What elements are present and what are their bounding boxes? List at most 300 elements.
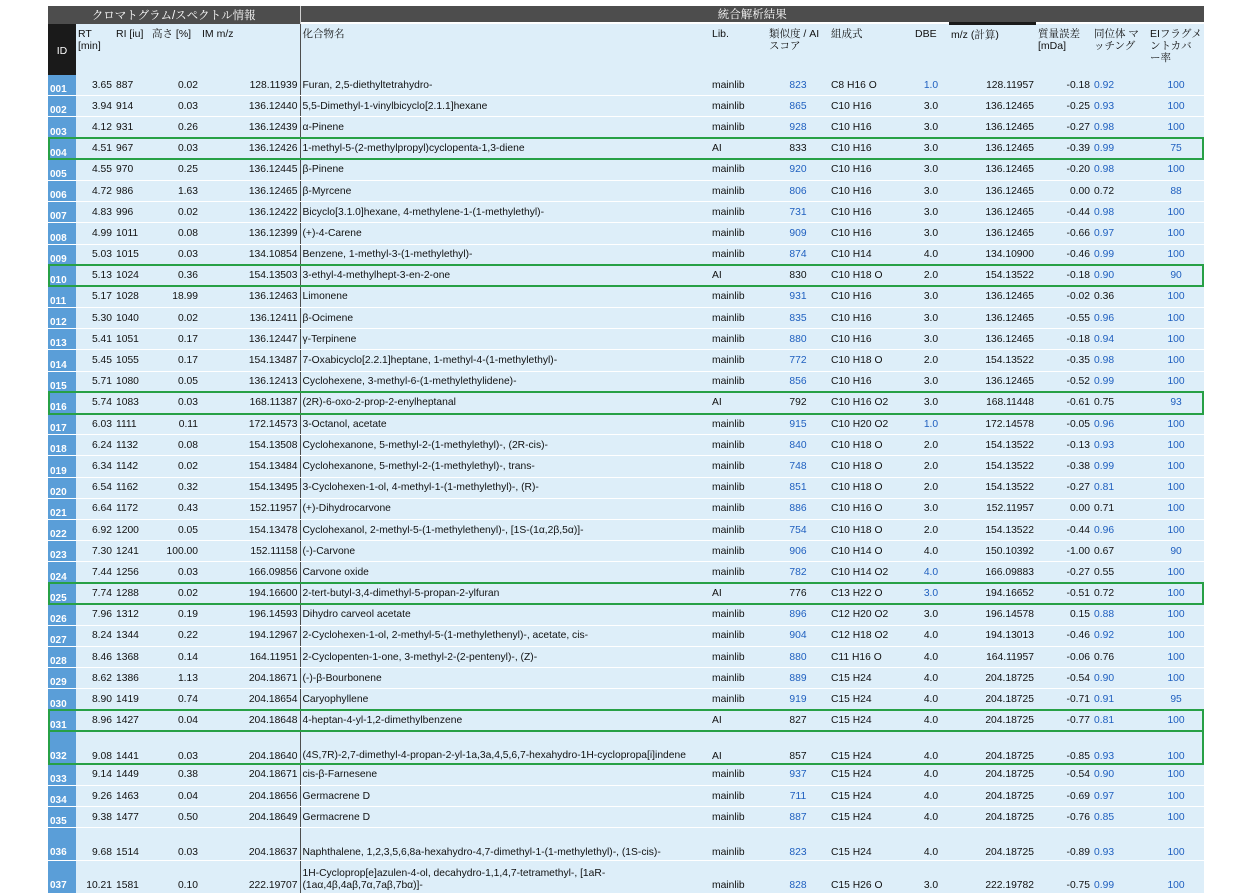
cell-ri: 887 [114, 75, 150, 96]
cell-isotope: 0.75 [1092, 392, 1148, 413]
table-row[interactable] [48, 710, 1204, 731]
cell-dbe: 3.0 [913, 392, 949, 413]
cell-coverage: 100 [1148, 731, 1204, 764]
cell-coverage: 100 [1148, 764, 1204, 785]
cell-dbe: 3.0 [913, 138, 949, 159]
table-row[interactable] [48, 223, 1204, 244]
cell-lib: AI [710, 583, 767, 604]
cell-dbe: 3.0 [913, 202, 949, 223]
cell-id: 007 [48, 202, 76, 223]
cell-im: 204.18654 [200, 689, 300, 710]
cell-mass-error: -0.13 [1036, 435, 1092, 456]
cell-height: 0.02 [150, 456, 200, 477]
cell-formula: C10 H18 O [829, 477, 913, 498]
cell-id: 002 [48, 96, 76, 117]
cell-calc-mz: 136.12465 [949, 202, 1036, 223]
cell-height: 0.05 [150, 371, 200, 392]
cell-lib: mainlib [710, 456, 767, 477]
results-body [48, 75, 1204, 894]
cell-rt: 3.65 [76, 75, 114, 96]
table-row[interactable] [48, 435, 1204, 456]
cell-calc-mz: 166.09883 [949, 562, 1036, 583]
cell-compound: Naphthalene, 1,2,3,5,6,8a-hexahydro-4,7-dimethyl-1-(1-methylethyl)-, (1S-cis)- [300, 828, 710, 861]
cell-im: 136.12426 [200, 138, 300, 159]
cell-height: 0.36 [150, 265, 200, 286]
cell-isotope: 0.71 [1092, 498, 1148, 519]
cell-im: 152.11957 [200, 498, 300, 519]
cell-lib: mainlib [710, 202, 767, 223]
cell-rt: 6.64 [76, 498, 114, 519]
cell-calc-mz: 154.13522 [949, 477, 1036, 498]
cell-mass-error: -0.44 [1036, 202, 1092, 223]
cell-isotope: 0.90 [1092, 668, 1148, 689]
cell-calc-mz: 136.12465 [949, 180, 1036, 201]
cell-dbe: 1.0 [913, 75, 949, 96]
cell-mass-error: -0.85 [1036, 731, 1092, 764]
cell-height: 0.26 [150, 117, 200, 138]
cell-lib: AI [710, 731, 767, 764]
cell-calc-mz: 154.13522 [949, 350, 1036, 371]
cell-rt: 8.62 [76, 668, 114, 689]
cell-lib: mainlib [710, 498, 767, 519]
cell-isotope: 0.93 [1092, 435, 1148, 456]
cell-coverage: 100 [1148, 647, 1204, 668]
cell-dbe: 3.0 [913, 861, 949, 894]
cell-lib: mainlib [710, 371, 767, 392]
cell-compound: 3-Cyclohexen-1-ol, 4-methyl-1-(1-methylethyl)-, (R)- [300, 477, 710, 498]
cell-dbe: 4.0 [913, 244, 949, 265]
cell-id: 025 [48, 583, 76, 604]
cell-isotope: 0.88 [1092, 604, 1148, 625]
cell-rt: 4.72 [76, 180, 114, 201]
col-header-formula[interactable]: 組成式 [829, 24, 913, 76]
cell-coverage: 100 [1148, 159, 1204, 180]
table-row[interactable] [48, 308, 1204, 329]
table-row[interactable] [48, 625, 1204, 646]
col-header-coverage[interactable]: EIフラグメントカバー率 [1148, 24, 1204, 76]
cell-isotope: 0.55 [1092, 562, 1148, 583]
table-row[interactable] [48, 604, 1204, 625]
cell-isotope: 0.93 [1092, 828, 1148, 861]
cell-mass-error: -0.66 [1036, 223, 1092, 244]
cell-ri: 1386 [114, 668, 150, 689]
table-row[interactable] [48, 807, 1204, 828]
cell-mass-error: -1.00 [1036, 541, 1092, 562]
cell-height: 0.32 [150, 477, 200, 498]
col-header-ri[interactable]: RI [iu] [114, 24, 150, 76]
cell-coverage: 95 [1148, 689, 1204, 710]
cell-height: 18.99 [150, 286, 200, 307]
group-header-row [48, 6, 1204, 24]
cell-compound: 4-heptan-4-yl-1,2-dimethylbenzene [300, 710, 710, 731]
cell-compound: Dihydro carveol acetate [300, 604, 710, 625]
cell-isotope: 0.81 [1092, 477, 1148, 498]
cell-formula: C10 H16 [829, 159, 913, 180]
table-row[interactable] [48, 828, 1204, 861]
table-row[interactable] [48, 689, 1204, 710]
cell-mass-error: -0.75 [1036, 861, 1092, 894]
cell-mass-error: -0.27 [1036, 562, 1092, 583]
cell-dbe: 2.0 [913, 519, 949, 540]
cell-lib: AI [710, 138, 767, 159]
table-row[interactable] [48, 731, 1204, 764]
column-header-row [48, 24, 1204, 76]
cell-coverage: 100 [1148, 456, 1204, 477]
cell-lib: mainlib [710, 477, 767, 498]
cell-im: 204.18656 [200, 786, 300, 807]
cell-rt: 9.26 [76, 786, 114, 807]
cell-formula: C10 H14 O [829, 541, 913, 562]
table-row[interactable] [48, 764, 1204, 785]
cell-formula: C15 H24 [829, 668, 913, 689]
cell-dbe: 2.0 [913, 350, 949, 371]
cell-lib: AI [710, 710, 767, 731]
cell-compound: 2-tert-butyl-3,4-dimethyl-5-propan-2-ylfuran [300, 583, 710, 604]
cell-rt: 8.96 [76, 710, 114, 731]
cell-ri: 1241 [114, 541, 150, 562]
cell-compound: β-Myrcene [300, 180, 710, 201]
cell-height: 0.02 [150, 583, 200, 604]
cell-coverage: 100 [1148, 477, 1204, 498]
cell-similarity: 906 [767, 541, 829, 562]
cell-id: 008 [48, 223, 76, 244]
col-header-calc-mz[interactable]: m/z (計算) [949, 24, 1036, 76]
cell-compound: β-Ocimene [300, 308, 710, 329]
cell-calc-mz: 152.11957 [949, 498, 1036, 519]
cell-ri: 1083 [114, 392, 150, 413]
cell-formula: C10 H16 O [829, 498, 913, 519]
cell-id: 036 [48, 828, 76, 861]
table-row[interactable] [48, 329, 1204, 350]
cell-id: 005 [48, 159, 76, 180]
cell-similarity: 748 [767, 456, 829, 477]
table-row[interactable] [48, 647, 1204, 668]
cell-compound: 3-ethyl-4-methylhept-3-en-2-one [300, 265, 710, 286]
cell-dbe: 4.0 [913, 541, 949, 562]
cell-lib: mainlib [710, 828, 767, 861]
cell-dbe: 2.0 [913, 435, 949, 456]
cell-ri: 1477 [114, 807, 150, 828]
cell-im: 204.18649 [200, 807, 300, 828]
cell-rt: 3.94 [76, 96, 114, 117]
table-row[interactable] [48, 414, 1204, 435]
cell-im: 128.11939 [200, 75, 300, 96]
cell-im: 154.13495 [200, 477, 300, 498]
cell-coverage: 100 [1148, 308, 1204, 329]
cell-ri: 1449 [114, 764, 150, 785]
cell-dbe: 3.0 [913, 371, 949, 392]
cell-similarity: 889 [767, 668, 829, 689]
cell-similarity: 896 [767, 604, 829, 625]
cell-dbe: 3.0 [913, 117, 949, 138]
cell-similarity: 776 [767, 583, 829, 604]
cell-compound: Furan, 2,5-diethyltetrahydro- [300, 75, 710, 96]
table-row[interactable] [48, 96, 1204, 117]
cell-mass-error: -0.61 [1036, 392, 1092, 413]
cell-id: 020 [48, 477, 76, 498]
cell-lib: mainlib [710, 541, 767, 562]
cell-mass-error: -0.27 [1036, 117, 1092, 138]
table-row[interactable] [48, 668, 1204, 689]
cell-isotope: 0.99 [1092, 456, 1148, 477]
table-row[interactable] [48, 786, 1204, 807]
table-row[interactable] [48, 286, 1204, 307]
cell-mass-error: -0.54 [1036, 668, 1092, 689]
cell-dbe: 3.0 [913, 286, 949, 307]
cell-isotope: 0.97 [1092, 786, 1148, 807]
cell-coverage: 100 [1148, 668, 1204, 689]
cell-formula: C8 H16 O [829, 75, 913, 96]
cell-ri: 1312 [114, 604, 150, 625]
cell-dbe: 4.0 [913, 689, 949, 710]
cell-calc-mz: 134.10900 [949, 244, 1036, 265]
cell-similarity: 792 [767, 392, 829, 413]
cell-id: 011 [48, 286, 76, 307]
table-row[interactable] [48, 244, 1204, 265]
table-row[interactable] [48, 265, 1204, 286]
col-header-height[interactable]: 高さ [%] [150, 24, 200, 76]
table-row[interactable] [48, 583, 1204, 604]
table-row[interactable] [48, 519, 1204, 540]
cell-isotope: 0.85 [1092, 807, 1148, 828]
cell-ri: 1132 [114, 435, 150, 456]
cell-compound: Caryophyllene [300, 689, 710, 710]
cell-dbe: 4.0 [913, 731, 949, 764]
cell-ri: 1344 [114, 625, 150, 646]
cell-isotope: 0.81 [1092, 710, 1148, 731]
cell-similarity: 772 [767, 350, 829, 371]
cell-height: 0.03 [150, 244, 200, 265]
cell-mass-error: 0.15 [1036, 604, 1092, 625]
cell-id: 019 [48, 456, 76, 477]
cell-isotope: 0.93 [1092, 96, 1148, 117]
cell-rt: 5.03 [76, 244, 114, 265]
cell-similarity: 928 [767, 117, 829, 138]
results-table [48, 6, 1204, 894]
cell-rt: 6.54 [76, 477, 114, 498]
cell-coverage: 100 [1148, 519, 1204, 540]
cell-formula: C10 H16 [829, 308, 913, 329]
cell-lib: mainlib [710, 286, 767, 307]
cell-rt: 8.90 [76, 689, 114, 710]
cell-dbe: 4.0 [913, 647, 949, 668]
cell-dbe: 3.0 [913, 180, 949, 201]
cell-height: 0.10 [150, 861, 200, 894]
cell-mass-error: -0.20 [1036, 159, 1092, 180]
table-row[interactable] [48, 861, 1204, 894]
cell-mass-error: -0.18 [1036, 265, 1092, 286]
cell-isotope: 0.92 [1092, 75, 1148, 96]
cell-calc-mz: 136.12465 [949, 329, 1036, 350]
cell-ri: 1015 [114, 244, 150, 265]
cell-im: 164.11951 [200, 647, 300, 668]
cell-dbe: 4.0 [913, 764, 949, 785]
cell-formula: C15 H26 O [829, 861, 913, 894]
col-header-id[interactable]: ID [48, 24, 76, 76]
table-row[interactable] [48, 541, 1204, 562]
cell-dbe: 4.0 [913, 668, 949, 689]
col-header-isotope[interactable]: 同位体 マッチング [1092, 24, 1148, 76]
cell-similarity: 754 [767, 519, 829, 540]
table-row[interactable] [48, 371, 1204, 392]
table-row[interactable] [48, 138, 1204, 159]
cell-similarity: 731 [767, 202, 829, 223]
cell-rt: 7.44 [76, 562, 114, 583]
cell-im: 136.12445 [200, 159, 300, 180]
table-row[interactable] [48, 392, 1204, 413]
table-row[interactable] [48, 498, 1204, 519]
cell-ri: 1463 [114, 786, 150, 807]
results-table-container [48, 6, 1204, 894]
cell-formula: C15 H24 [829, 764, 913, 785]
cell-calc-mz: 204.18725 [949, 764, 1036, 785]
cell-dbe: 1.0 [913, 414, 949, 435]
cell-coverage: 100 [1148, 583, 1204, 604]
cell-compound: Benzene, 1-methyl-3-(1-methylethyl)- [300, 244, 710, 265]
table-row[interactable] [48, 562, 1204, 583]
cell-calc-mz: 204.18725 [949, 668, 1036, 689]
cell-height: 0.11 [150, 414, 200, 435]
cell-id: 009 [48, 244, 76, 265]
cell-rt: 5.45 [76, 350, 114, 371]
cell-compound: Germacrene D [300, 807, 710, 828]
cell-formula: C10 H16 [829, 117, 913, 138]
cell-formula: C10 H16 O2 [829, 392, 913, 413]
table-row[interactable] [48, 456, 1204, 477]
cell-calc-mz: 136.12465 [949, 223, 1036, 244]
table-row[interactable] [48, 75, 1204, 96]
cell-dbe: 3.0 [913, 96, 949, 117]
cell-dbe: 3.0 [913, 223, 949, 244]
cell-lib: mainlib [710, 180, 767, 201]
cell-isotope: 0.96 [1092, 414, 1148, 435]
cell-calc-mz: 204.18725 [949, 807, 1036, 828]
cell-compound: (+)-4-Carene [300, 223, 710, 244]
cell-height: 0.05 [150, 519, 200, 540]
cell-mass-error: -0.05 [1036, 414, 1092, 435]
cell-ri: 1256 [114, 562, 150, 583]
cell-similarity: 828 [767, 861, 829, 894]
cell-ri: 1051 [114, 329, 150, 350]
cell-id: 022 [48, 519, 76, 540]
cell-coverage: 100 [1148, 75, 1204, 96]
cell-compound: 3-Octanol, acetate [300, 414, 710, 435]
cell-similarity: 835 [767, 308, 829, 329]
cell-isotope: 0.98 [1092, 117, 1148, 138]
cell-height: 0.22 [150, 625, 200, 646]
cell-compound: 7-Oxabicyclo[2.2.1]heptane, 1-methyl-4-(1-methylethyl)- [300, 350, 710, 371]
cell-compound: 5,5-Dimethyl-1-vinylbicyclo[2.1.1]hexane [300, 96, 710, 117]
cell-ri: 1111 [114, 414, 150, 435]
cell-formula: C10 H20 O2 [829, 414, 913, 435]
col-header-dbe[interactable]: DBE [913, 24, 949, 76]
cell-lib: AI [710, 392, 767, 413]
cell-id: 023 [48, 541, 76, 562]
table-row[interactable] [48, 350, 1204, 371]
table-row[interactable] [48, 159, 1204, 180]
table-row[interactable] [48, 202, 1204, 223]
cell-lib: mainlib [710, 519, 767, 540]
cell-similarity: 887 [767, 807, 829, 828]
cell-calc-mz: 204.18725 [949, 731, 1036, 764]
cell-calc-mz: 154.13522 [949, 519, 1036, 540]
cell-similarity: 874 [767, 244, 829, 265]
cell-isotope: 0.36 [1092, 286, 1148, 307]
cell-dbe: 4.0 [913, 786, 949, 807]
cell-ri: 1172 [114, 498, 150, 519]
cell-calc-mz: 136.12465 [949, 96, 1036, 117]
cell-compound: cis-β-Farnesene [300, 764, 710, 785]
cell-im: 154.13478 [200, 519, 300, 540]
table-row[interactable] [48, 180, 1204, 201]
cell-formula: C10 H18 O [829, 265, 913, 286]
col-header-similarity[interactable]: 類似度 / AIスコア [767, 24, 829, 76]
cell-similarity: 830 [767, 265, 829, 286]
cell-im: 194.16600 [200, 583, 300, 604]
cell-im: 136.12411 [200, 308, 300, 329]
cell-ri: 1011 [114, 223, 150, 244]
cell-calc-mz: 204.18725 [949, 786, 1036, 807]
cell-isotope: 0.90 [1092, 265, 1148, 286]
cell-mass-error: -0.89 [1036, 828, 1092, 861]
col-header-compound[interactable]: 化合物名 [300, 24, 710, 76]
cell-id: 032 [48, 731, 76, 764]
cell-im: 172.14573 [200, 414, 300, 435]
cell-mass-error: -0.18 [1036, 75, 1092, 96]
cell-compound: (4S,7R)-2,7-dimethyl-4-propan-2-yl-1a,3a,4,5,6,7-hexahydro-1H-cyclopropa[i]indene [300, 731, 710, 764]
cell-isotope: 0.94 [1092, 329, 1148, 350]
cell-lib: mainlib [710, 350, 767, 371]
cell-id: 006 [48, 180, 76, 201]
col-header-rt[interactable]: RT [min] [76, 24, 114, 76]
cell-height: 1.63 [150, 180, 200, 201]
cell-formula: C15 H24 [829, 807, 913, 828]
cell-calc-mz: 154.13522 [949, 435, 1036, 456]
cell-similarity: 886 [767, 498, 829, 519]
cell-dbe: 2.0 [913, 265, 949, 286]
cell-id: 029 [48, 668, 76, 689]
col-header-im[interactable]: IM m/z [200, 24, 300, 76]
table-row[interactable] [48, 477, 1204, 498]
cell-rt: 4.51 [76, 138, 114, 159]
table-row[interactable] [48, 117, 1204, 138]
cell-im: 204.18671 [200, 764, 300, 785]
cell-ri: 1028 [114, 286, 150, 307]
col-header-lib[interactable]: Lib. [710, 24, 767, 76]
cell-dbe: 4.0 [913, 710, 949, 731]
cell-lib: mainlib [710, 435, 767, 456]
cell-similarity: 851 [767, 477, 829, 498]
col-header-mass-error[interactable]: 質量誤差 [mDa] [1036, 24, 1092, 76]
cell-rt: 7.96 [76, 604, 114, 625]
cell-compound: Cyclohexanol, 2-methyl-5-(1-methylethenyl)-, [1S-(1α,2β,5α)]- [300, 519, 710, 540]
cell-rt: 6.24 [76, 435, 114, 456]
cell-calc-mz: 194.13013 [949, 625, 1036, 646]
cell-height: 0.08 [150, 435, 200, 456]
cell-mass-error: -0.51 [1036, 583, 1092, 604]
cell-lib: mainlib [710, 223, 767, 244]
cell-height: 0.43 [150, 498, 200, 519]
cell-calc-mz: 136.12465 [949, 371, 1036, 392]
cell-calc-mz: 168.11448 [949, 392, 1036, 413]
cell-calc-mz: 204.18725 [949, 710, 1036, 731]
cell-similarity: 915 [767, 414, 829, 435]
cell-height: 0.25 [150, 159, 200, 180]
cell-dbe: 4.0 [913, 562, 949, 583]
cell-formula: C10 H16 [829, 223, 913, 244]
cell-similarity: 937 [767, 764, 829, 785]
cell-coverage: 100 [1148, 604, 1204, 625]
